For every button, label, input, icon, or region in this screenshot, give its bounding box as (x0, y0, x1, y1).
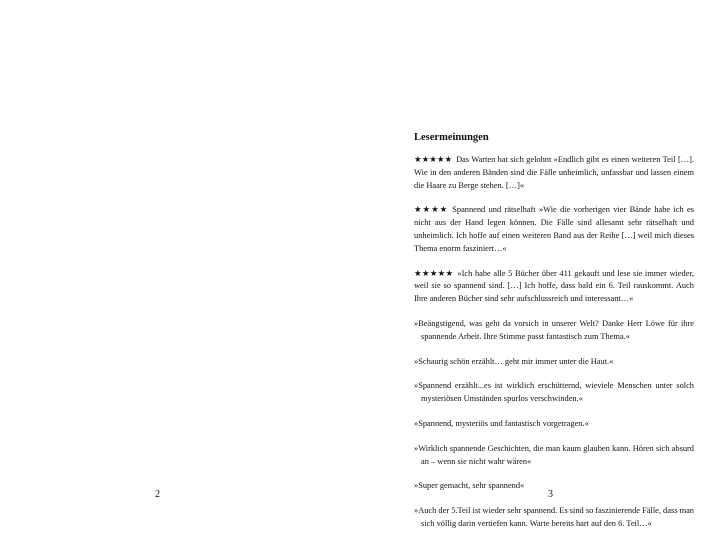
star-rating: ★★★★ (414, 205, 449, 216)
review-text: Spannend und rätselhaft »Wie die vorherigen vier Bände habe ich es nicht aus der Hand legen können. Die Fälle sind allesamt sehr rätselhaft und unheimlich. Ich hoffe auf einen weiteren Band aus der Reihe […] weil mich dieses Thema enorm fasziniert…« (414, 205, 694, 253)
review-item (414, 204, 694, 255)
review-text: »Ich habe alle 5 Bücher über 411 gekauft und lese sie immer wieder, weil sie so spannend sind. […] Ich hoffe, dass bald ein 6. Teil rauskommt. Auch Ihre anderen Bücher sind sehr aufschlussreich und interessant…« (414, 268, 694, 304)
review-item: »Auch der 5.Teil ist wieder sehr spannend. Es sind so faszinierende Fälle, dass man sich völlig darin vertiefen kann. Warte bereits hart auf den 6. Teil…« (414, 506, 694, 528)
review-item (414, 268, 694, 306)
section-heading: Lesermeinungen (414, 132, 489, 143)
page-number-right: 3 (548, 489, 553, 500)
review-item: »Wirklich spannende Geschichten, die man kaum glauben kann. Hören sich absurd an – wenn sie nicht wahr wären« (414, 443, 694, 466)
left-page (0, 0, 360, 540)
review-text: Das Warten hat sich gelohnt »Endlich gibt es einen weiteren Teil […]. Wie in den anderen Bänden sind die Fälle unheimlich, unfassbar und lassen einem die Haare zu Berge stehen. […]« (414, 155, 694, 190)
star-rating: ★★★★★ (414, 155, 453, 165)
star-rating: ★★★★★ (414, 268, 454, 279)
page-number-left: 2 (155, 489, 160, 500)
review-item: »Spannend erzählt...es ist wirklich erschütternd, wieviele Menschen unter solch mysteriösen Umständen spurlos verschwinden.« (414, 381, 694, 404)
review-item: »Spannend, mysteriös und fantastisch vorgetragen.« (414, 418, 589, 428)
review-item (414, 154, 694, 192)
right-page (360, 0, 720, 540)
review-item: »Beängstigend, was geht da vorsich in unserer Welt? Danke Herr Löwe für ihre spannende Arbeit. Ihre Stimme passt fantastisch zum Thema.« (414, 318, 694, 341)
review-item: »Schaurig schön erzählt… geht mir immer unter die Haut.« (414, 356, 614, 366)
reader-reviews-section (414, 131, 694, 543)
review-item: »Super gemacht, sehr spannend« (414, 481, 525, 491)
